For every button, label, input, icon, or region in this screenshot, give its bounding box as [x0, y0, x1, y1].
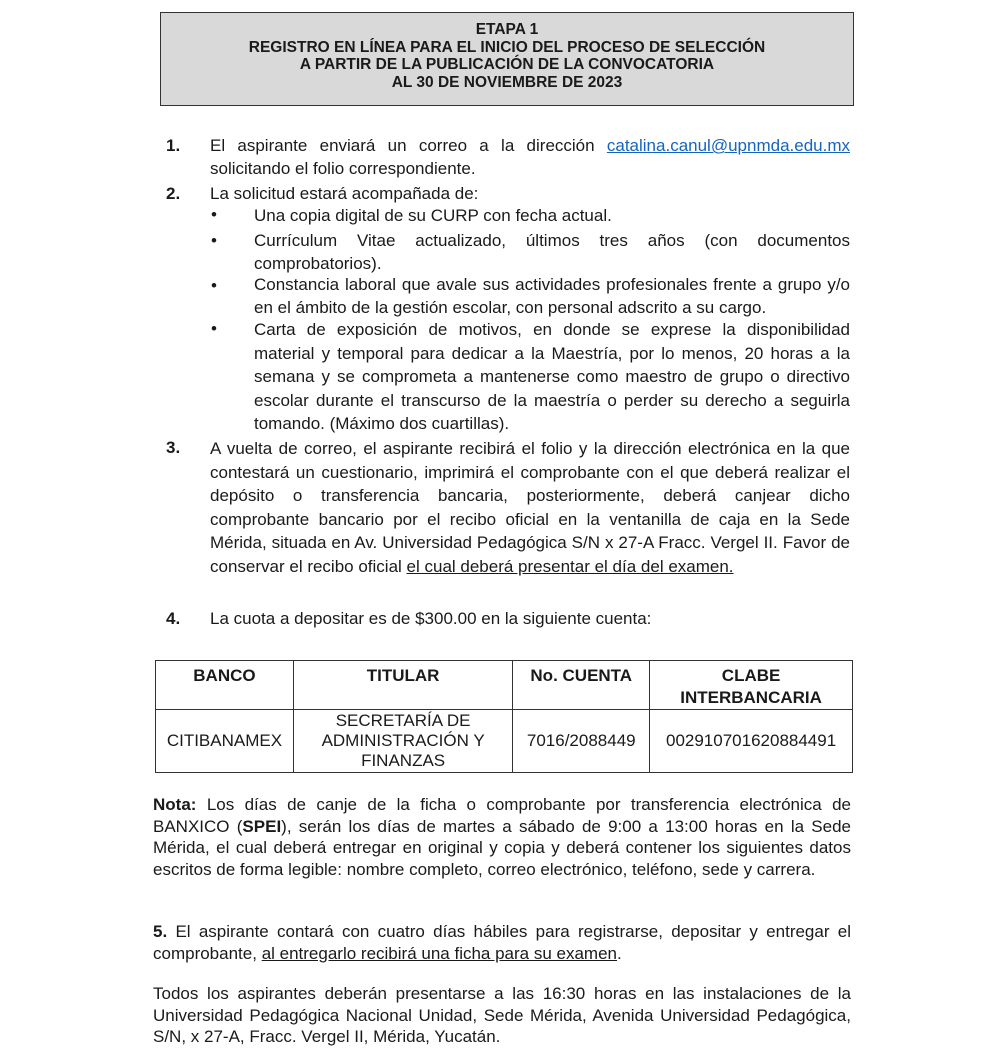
step-1-number: 1. — [166, 136, 181, 155]
cell-account-number: 7016/2088449 — [513, 710, 650, 773]
requirement-motivation-letter: Carta de exposición de motivos, en donde se exprese la disponibilidad material y temporal para dedicar a la Maestría, por lo menos, 20 horas a la semana y se comprometa a mantenerse como maestro de grupo o directivo escolar durante el transcurso de la maestría o perder su derecho a seguirla tomando. (Máximo dos cuartillas). — [254, 320, 850, 433]
header-account-number: No. CUENTA — [513, 661, 650, 710]
requirement-cv: Currículum Vitae actualizado, últimos tres años (con documentos comprobatorios). — [254, 231, 850, 273]
header-bank: BANCO — [156, 661, 294, 710]
header-holder: TITULAR — [293, 661, 512, 710]
header-clabe: CLABE INTERBANCARIA — [650, 661, 853, 710]
nota-label: Nota: — [153, 795, 197, 814]
bullet-icon: • — [211, 205, 217, 224]
closing-paragraph: Todos los aspirantes deberán presentarse a las 16:30 horas en las instalaciones de la Universidad Pedagógica Nacional Unidad, Sede Mérida, Avenida Universidad Pedagógica, S/N, x 27-A, Fracc. Vergel II, Mérida, Yucatán. — [153, 984, 851, 1046]
table-header-row — [156, 661, 853, 710]
stage-subtitle: REGISTRO EN LÍNEA PARA EL INICIO DEL PROCESO DE SELECCIÓN — [248, 38, 766, 56]
step-3-text: A vuelta de correo, el aspirante recibirá el folio y la dirección electrónica en la que contestará un cuestionario, imprimirá el comprobante con el que deberá realizar el depósito o transferencia bancaria, posteriormente, deberá canjear dicho comprobante bancario por el recibo oficial en la ventanilla de caja en la Sede Mérida, situada en Av. Universidad Pedagógica S/N x 27-A Fracc. Vergel II. Favor de conservar el recibo oficial el cual deberá presentar el día del examen. — [210, 439, 850, 576]
step-5-number: 5. — [153, 922, 168, 941]
stage-title: ETAPA 1 — [475, 21, 539, 38]
stage-header-box — [160, 12, 854, 106]
stage-deadline: AL 30 DE NOVIEMBRE DE 2023 — [391, 73, 623, 91]
step-2-text: La solicitud estará acompañada de: — [210, 184, 479, 203]
step-3-number: 3. — [166, 438, 181, 457]
step-5-paragraph: 5. El aspirante contará con cuatro días hábiles para registrarse, depositar y entregar el comprobante, al entregarlo recibirá una ficha para su examen. — [153, 922, 851, 963]
step-4-number: 4. — [166, 609, 181, 628]
step-4-text: La cuota a depositar es de $300.00 en la siguiente cuenta: — [210, 609, 652, 628]
nota-paragraph: Nota: Los días de canje de la ficha o comprobante por transferencia electrónica de BANXICO (SPEI), serán los días de martes a sábado de 9:00 a 13:00 horas en la Sede Mérida, el cual deberá entregar en original y copia y deberá contener los siguientes datos escritos de forma legible: nombre completo, correo electrónico, teléfono, sede y carrera. — [153, 795, 851, 879]
bullet-icon: • — [211, 231, 217, 250]
stage-period: A PARTIR DE LA PUBLICACIÓN DE LA CONVOCATORIA — [299, 56, 715, 73]
step-2-number: 2. — [166, 184, 181, 203]
requirement-curp: Una copia digital de su CURP con fecha actual. — [254, 206, 612, 225]
cell-clabe: 002910701620884491 — [650, 710, 853, 773]
bullet-icon: • — [211, 276, 217, 295]
step-1-text: El aspirante enviará un correo a la dirección catalina.canul@upnmda.edu.mx solicitando el folio correspondiente. — [210, 136, 850, 178]
table-row — [156, 710, 853, 773]
bank-account-table — [155, 660, 853, 773]
contact-email-link[interactable]: catalina.canul@upnmda.edu.mx — [606, 136, 850, 155]
cell-holder: SECRETARÍA DE ADMINISTRACIÓN Y FINANZAS — [293, 710, 512, 773]
bullet-icon: • — [211, 319, 217, 338]
requirement-work-certificate: Constancia laboral que avale sus actividades profesionales frente a grupo y/o en el ámbito de la gestión escolar, con personal adscrito a su cargo. — [254, 275, 850, 317]
cell-bank: CITIBANAMEX — [156, 710, 294, 773]
